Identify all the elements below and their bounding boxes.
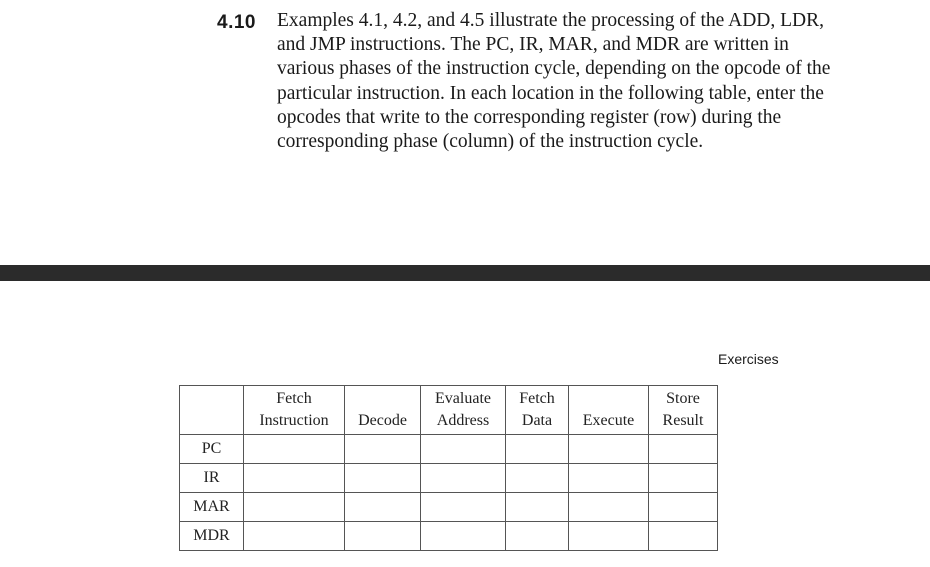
- table-cell[interactable]: [649, 435, 718, 464]
- column-header-line1: [345, 388, 420, 410]
- problem-line: particular instruction. In each location in the following table, enter the: [277, 82, 824, 104]
- page-divider: [0, 265, 930, 281]
- column-header-line1: Fetch: [519, 390, 555, 407]
- column-header-line2: Execute: [582, 412, 635, 429]
- problem-line: corresponding phase (column) of the instruction cycle.: [277, 131, 704, 153]
- problem-line: opcodes that write to the corresponding register (row) during the: [277, 106, 782, 128]
- column-header-line1: Evaluate: [435, 390, 491, 407]
- table-cell[interactable]: [345, 493, 421, 522]
- table-cell[interactable]: [649, 464, 718, 493]
- table-cell[interactable]: [569, 435, 649, 464]
- table-cell[interactable]: [421, 493, 506, 522]
- table-cell[interactable]: [345, 464, 421, 493]
- row-label-mdr: MDR: [180, 522, 244, 551]
- table-cell[interactable]: [506, 464, 569, 493]
- column-header-store-result: [649, 386, 718, 435]
- column-header-fetch-instruction: [244, 386, 345, 435]
- table-cell[interactable]: [649, 522, 718, 551]
- table-cell[interactable]: [506, 493, 569, 522]
- table-header-row: [180, 386, 718, 435]
- table-cell[interactable]: [421, 522, 506, 551]
- problem-line: various phases of the instruction cycle, depending on the opcode of the: [277, 58, 831, 80]
- table-cell[interactable]: [421, 435, 506, 464]
- section-label: Exercises: [718, 351, 779, 367]
- header-corner-cell: [180, 386, 244, 435]
- table-cell[interactable]: [244, 493, 345, 522]
- problem-statement: [277, 9, 907, 154]
- table-cell[interactable]: [506, 522, 569, 551]
- table-cell[interactable]: [244, 522, 345, 551]
- row-label-mar: MAR: [180, 493, 244, 522]
- column-header-line1: Store: [666, 390, 700, 407]
- column-header-line2: Result: [662, 412, 704, 429]
- problem-number: 4.10: [217, 12, 256, 33]
- column-header-evaluate-address: [421, 386, 506, 435]
- table-cell[interactable]: [506, 435, 569, 464]
- column-header-line2: Instruction: [259, 412, 329, 429]
- row-label-pc: PC: [180, 435, 244, 464]
- column-header-line2: Address: [436, 412, 490, 429]
- table-cell[interactable]: [421, 464, 506, 493]
- table-row-mar: [180, 493, 718, 522]
- column-header-line2: Decode: [358, 412, 407, 429]
- table-cell[interactable]: [569, 522, 649, 551]
- instruction-phase-table: [179, 385, 718, 551]
- problem-line: and JMP instructions. The PC, IR, MAR, and MDR are written in: [277, 34, 789, 56]
- table-row-ir: [180, 464, 718, 493]
- table-cell[interactable]: [649, 493, 718, 522]
- table-cell[interactable]: [569, 464, 649, 493]
- table-cell[interactable]: [244, 464, 345, 493]
- table-cell[interactable]: [244, 435, 345, 464]
- row-label-ir: IR: [180, 464, 244, 493]
- problem-line: Examples 4.1, 4.2, and 4.5 illustrate the processing of the ADD, LDR,: [277, 10, 824, 31]
- table-cell[interactable]: [569, 493, 649, 522]
- table-cell[interactable]: [345, 522, 421, 551]
- column-header-line2: Data: [521, 412, 553, 429]
- column-header-line1: [569, 388, 648, 410]
- column-header-line1: Fetch: [276, 390, 312, 407]
- column-header-decode: [345, 386, 421, 435]
- column-header-fetch-data: [506, 386, 569, 435]
- table-row-pc: [180, 435, 718, 464]
- table-row-mdr: [180, 522, 718, 551]
- table-cell[interactable]: [345, 435, 421, 464]
- column-header-execute: [569, 386, 649, 435]
